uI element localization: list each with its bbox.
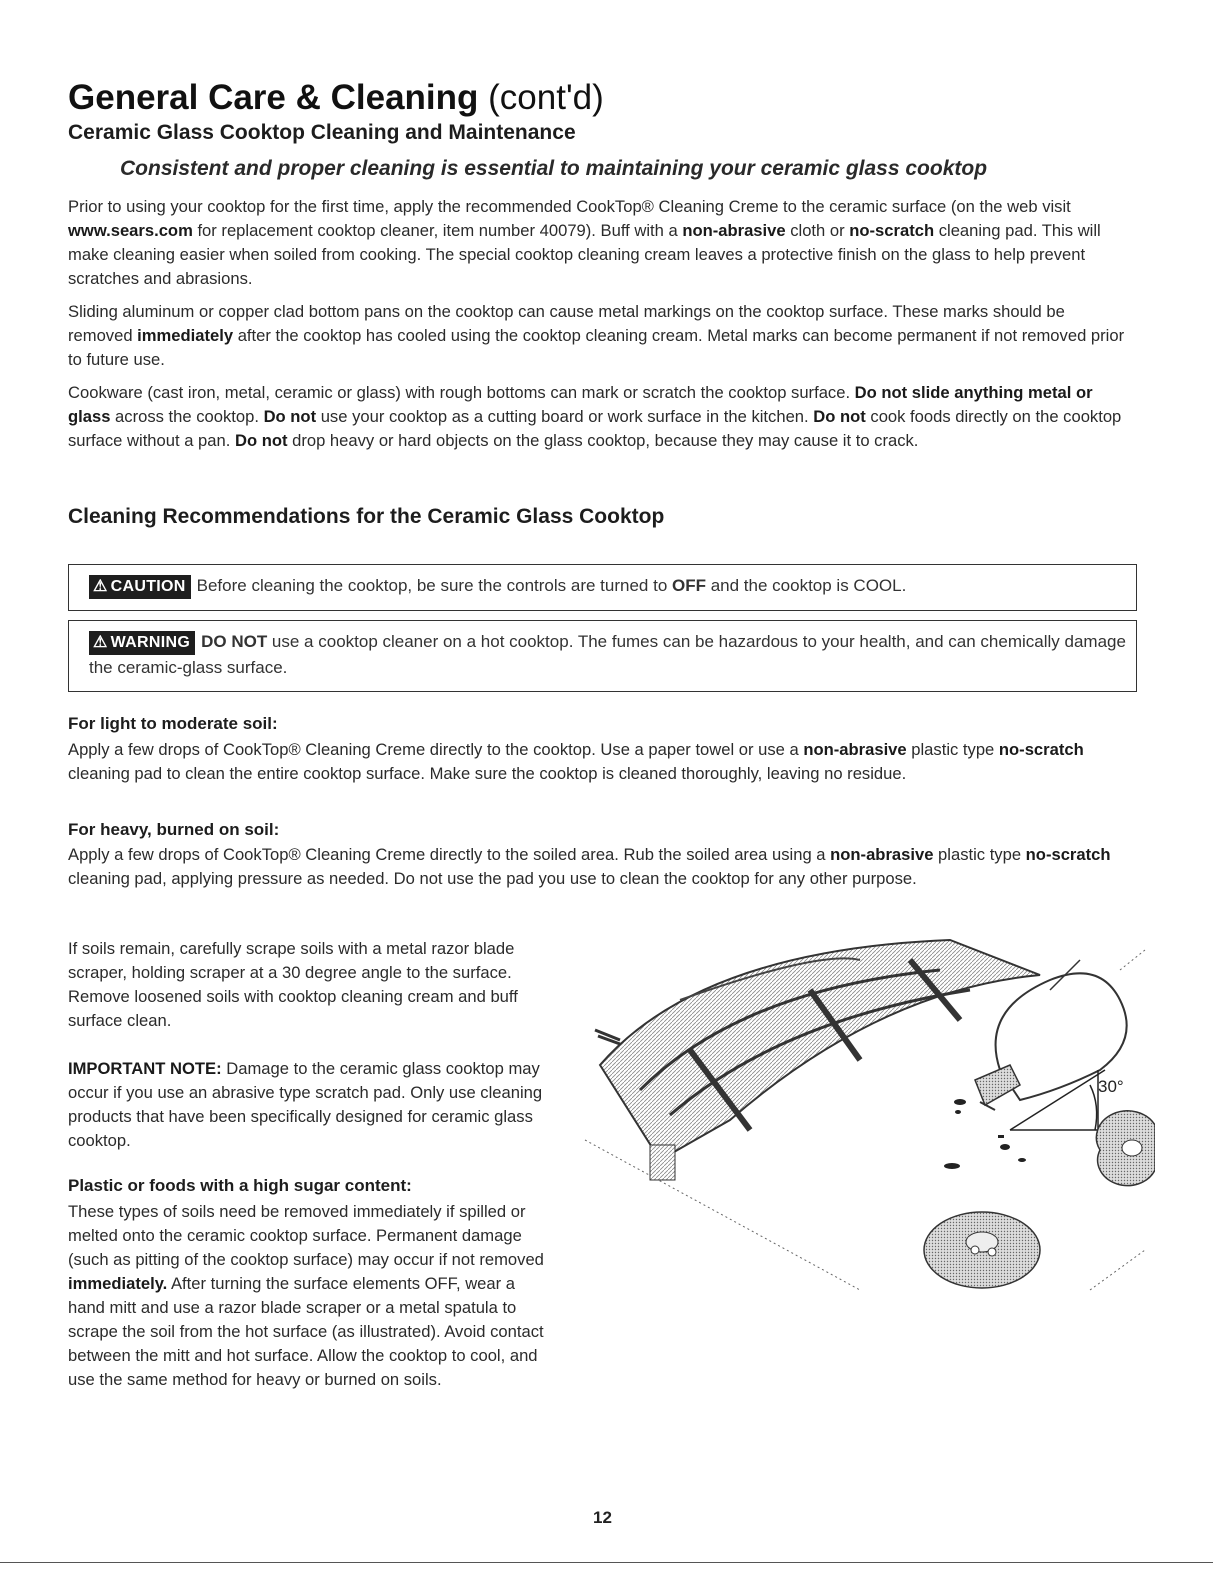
important-note: IMPORTANT NOTE: Damage to the ceramic glass cooktop may occur if you use an abrasive type scratch pad. Only use cleaning products that have been specifically designed for ceramic glass cooktop.: [68, 1059, 543, 1150]
cleaning-recommendations-heading: Cleaning Recommendations for the Ceramic Glass Cooktop: [68, 505, 665, 528]
scrape-instructions: If soils remain, carefully scrape soils with a metal razor blade scraper, holding scraper at a 30 degree angle to the surface. Remove loosened soils with cooktop cleaning cream and buff surface clean.: [68, 939, 518, 1030]
sugar-text: These types of soils need be removed immediately if spilled or melted onto the ceramic cooktop surface. Permanent damage (such as pitting of the cooktop surface) may occur if not removed immediately. After turning the surface elements OFF, wear a hand mitt and use a razor blade scraper or a metal spatula to scrape the soil from the hot surface (as illustrated). Avoid contact between the mitt and hot surface. Allow the cooktop to cool, and use the same method for heavy or burned on soils.: [68, 1202, 544, 1389]
bottom-divider: [0, 1562, 1213, 1563]
warning-box: ⚠ WARNING DO NOT use a cooktop cleaner on a hot cooktop. The fumes can be hazardous to your health, and can chemically damage the ceramic-glass surface.: [68, 620, 1137, 692]
warning-triangle-icon: ⚠: [93, 578, 108, 595]
light-soil-text: Apply a few drops of CookTop® Cleaning Creme directly to the cooktop. Use a paper towel or use a non-abrasive plastic type no-scratch cleaning pad to clean the entire cooktop surface. Make sure the cooktop is cleaned thoroughly, leaving no residue.: [68, 740, 1084, 783]
razor-scraper: [975, 1065, 1020, 1110]
burner-base: [1096, 1111, 1155, 1186]
warning-label: ⚠ WARNING: [89, 631, 195, 655]
heavy-soil-heading: For heavy, burned on soil:: [68, 820, 280, 839]
burner-grate: [595, 940, 1040, 1180]
page-number: 12: [593, 1508, 612, 1527]
caution-box: ⚠ CAUTION Before cleaning the cooktop, be sure the controls are turned to OFF and the cooktop is COOL.: [68, 564, 1137, 611]
caution-label: ⚠ CAUTION: [89, 575, 191, 599]
cooktop-scraping-illustration: [580, 930, 1155, 1305]
warning-triangle-icon: ⚠: [93, 634, 108, 651]
light-soil-heading: For light to moderate soil:: [68, 714, 278, 733]
burner-cap: [924, 1212, 1040, 1288]
intro-paragraph-2: Sliding aluminum or copper clad bottom pans on the cooktop can cause metal markings on the cooktop surface. These marks should be removed immediately after the cooktop has cooled using the cooktop cleaning cream. Metal marks can become permanent if not removed prior to future use.: [68, 302, 1125, 369]
section-title: Ceramic Glass Cooktop Cleaning and Maintenance: [68, 121, 576, 144]
page-title-main: General Care & Cleaning: [68, 78, 479, 117]
heavy-soil-text: Apply a few drops of CookTop® Cleaning Creme directly to the soiled area. Rub the soiled area using a non-abrasive plastic type no-scratch cleaning pad, applying pressure as needed. Do not use the pad you use to clean the cooktop for any other purpose.: [68, 845, 1111, 888]
sugar-heading: Plastic or foods with a high sugar content:: [68, 1176, 412, 1195]
page-title-tail: (cont'd): [488, 78, 604, 117]
banner-statement: Consistent and proper cleaning is essential to maintaining your ceramic glass cooktop: [120, 157, 988, 180]
soil-spots: [944, 1099, 1026, 1169]
intro-paragraph-3: Cookware (cast iron, metal, ceramic or glass) with rough bottoms can mark or scratch the cooktop surface. Do not slide anything metal or glass across the cooktop. Do not use your cooktop as a cutting board or work surface in the kitchen. Do not cook foods directly on the cooktop surface without a pan. Do not drop heavy or hard objects on the glass cooktop, because they may cause it to crack.: [68, 383, 1122, 450]
angle-label: 30°: [1098, 1077, 1124, 1096]
intro-paragraph-1: Prior to using your cooktop for the first time, apply the recommended CookTop® Cleaning Creme to the ceramic surface (on the web visit www.sears.com for replacement cooktop cleaner, item number 40079). Buff with a non-abrasive cloth or no-scratch cleaning pad. This will make cleaning easier when soiled from cooking. The special cooktop cleaning cream leaves a protective finish on the glass to help prevent scratches and abrasions.: [68, 197, 1101, 288]
website-link: www.sears.com: [68, 221, 193, 240]
page-title: [68, 78, 604, 118]
